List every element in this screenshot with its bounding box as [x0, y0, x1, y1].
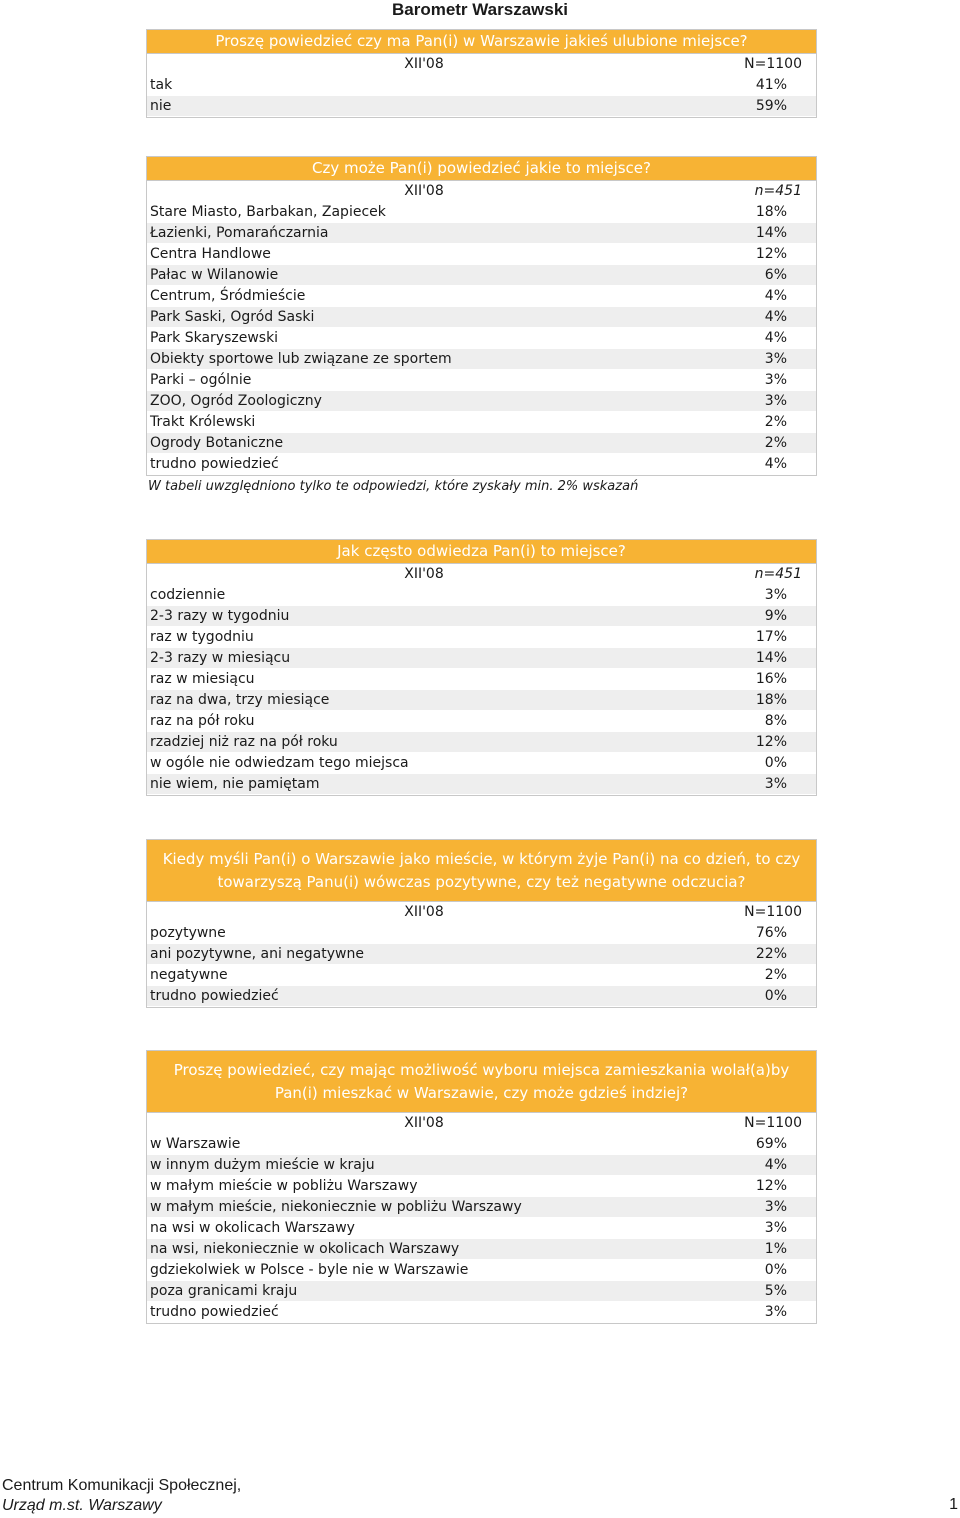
table-row — [147, 370, 816, 391]
table-row — [147, 433, 816, 454]
answer-percent: 14% — [755, 650, 787, 666]
table-row — [147, 606, 816, 627]
table-row — [147, 391, 816, 412]
answer-percent: 14% — [755, 225, 787, 241]
answer-percent: 22% — [755, 946, 787, 962]
answer-label: poza granicami kraju — [150, 1283, 298, 1299]
table-row — [147, 986, 816, 1007]
answer-percent: 4% — [764, 456, 787, 472]
table-row — [147, 1239, 816, 1260]
answer-label: ani pozytywne, ani negatywne — [150, 946, 364, 962]
answer-percent: 2% — [764, 414, 787, 430]
answer-percent: 3% — [764, 776, 787, 792]
table-row — [147, 1302, 816, 1323]
answer-percent: 16% — [755, 671, 787, 687]
column-header-row — [147, 564, 816, 585]
table-row — [147, 412, 816, 433]
answer-percent: 41% — [755, 77, 787, 93]
footer-organization: Centrum Komunikacji Społecznej, — [2, 1477, 242, 1494]
answer-percent: 76% — [755, 925, 787, 941]
answer-percent: 5% — [764, 1283, 787, 1299]
answer-percent: 17% — [755, 629, 787, 645]
answer-percent: 9% — [764, 608, 787, 624]
sample-size: N=1100 — [744, 56, 802, 72]
survey-table — [146, 1050, 817, 1324]
table-row — [147, 307, 816, 328]
sample-size: n=451 — [754, 183, 802, 199]
answer-label: rzadziej niż raz na pół roku — [150, 734, 338, 750]
answer-label: tak — [150, 77, 173, 93]
answer-label: w małym mieście w pobliżu Warszawy — [150, 1178, 418, 1194]
question-header: Kiedy myśli Pan(i) o Warszawie jako mieście, w którym żyje Pan(i) na co dzień, to czy towarzyszą Panu(i) wówczas pozytywne, czy też negatywne odczucia? — [147, 840, 816, 902]
survey-table — [146, 156, 817, 476]
answer-label: w małym mieście, niekoniecznie w pobliżu Warszawy — [150, 1199, 522, 1215]
answer-label: Centrum, Śródmieście — [150, 288, 306, 304]
answer-percent: 2% — [764, 967, 787, 983]
answer-label: negatywne — [150, 967, 228, 983]
table-row — [147, 923, 816, 944]
answer-label: na wsi w okolicach Warszawy — [150, 1220, 355, 1236]
answer-label: na wsi, niekoniecznie w okolicach Warszawy — [150, 1241, 460, 1257]
column-header-row — [147, 1113, 816, 1134]
answer-label: Łazienki, Pomarańczarnia — [150, 225, 329, 241]
table-row — [147, 627, 816, 648]
answer-label: Park Skaryszewski — [150, 330, 279, 346]
question-header: Proszę powiedzieć czy ma Pan(i) w Warszawie jakieś ulubione miejsce? — [147, 30, 816, 54]
table-row — [147, 1281, 816, 1302]
question-header: Jak często odwiedza Pan(i) to miejsce? — [147, 540, 816, 564]
answer-percent: 18% — [755, 204, 787, 220]
table-row — [147, 648, 816, 669]
answer-percent: 3% — [764, 351, 787, 367]
table-row — [147, 965, 816, 986]
answer-percent: 1% — [764, 1241, 787, 1257]
answer-percent: 4% — [764, 330, 787, 346]
footer-office: Urząd m.st. Warszawy — [2, 1497, 162, 1514]
answer-label: Trakt Królewski — [150, 414, 256, 430]
survey-table — [146, 539, 817, 796]
question-header: Proszę powiedzieć, czy mając możliwość wyboru miejsca zamieszkania wolał(a)by Pan(i) mieszkać w Warszawie, czy może gdzieś indziej? — [147, 1051, 816, 1113]
answer-percent: 0% — [764, 755, 787, 771]
table-row — [147, 349, 816, 370]
survey-period: XII'08 — [404, 183, 444, 199]
answer-label: raz na pół roku — [150, 713, 255, 729]
answer-label: w innym dużym mieście w kraju — [150, 1157, 375, 1173]
answer-percent: 0% — [764, 988, 787, 1004]
table-row — [147, 1197, 816, 1218]
table-row — [147, 328, 816, 349]
table-row — [147, 1260, 816, 1281]
table-row — [147, 454, 816, 475]
table-row — [147, 96, 816, 117]
answer-label: Obiekty sportowe lub związane ze sportem — [150, 351, 452, 367]
answer-percent: 6% — [764, 267, 787, 283]
answer-percent: 0% — [764, 1262, 787, 1278]
page-number: 1 — [949, 1496, 958, 1513]
answer-label: nie — [150, 98, 172, 114]
survey-table — [146, 29, 817, 118]
survey-table — [146, 839, 817, 1008]
survey-period: XII'08 — [404, 56, 444, 72]
answer-label: 2-3 razy w tygodniu — [150, 608, 290, 624]
table-row — [147, 1176, 816, 1197]
answer-label: Pałac w Wilanowie — [150, 267, 279, 283]
answer-percent: 3% — [764, 1220, 787, 1236]
answer-percent: 3% — [764, 1304, 787, 1320]
answer-percent: 69% — [755, 1136, 787, 1152]
table-row — [147, 1155, 816, 1176]
answer-percent: 4% — [764, 1157, 787, 1173]
answer-percent: 4% — [764, 309, 787, 325]
table-row — [147, 669, 816, 690]
answer-label: Stare Miasto, Barbakan, Zapiecek — [150, 204, 386, 220]
answer-label: raz w miesiącu — [150, 671, 255, 687]
answer-percent: 3% — [764, 372, 787, 388]
column-header-row — [147, 181, 816, 202]
answer-percent: 59% — [755, 98, 787, 114]
answer-label: w ogóle nie odwiedzam tego miejsca — [150, 755, 409, 771]
answer-percent: 8% — [764, 713, 787, 729]
answer-label: trudno powiedzieć — [150, 1304, 279, 1320]
survey-period: XII'08 — [404, 904, 444, 920]
table-row — [147, 265, 816, 286]
survey-period: XII'08 — [404, 566, 444, 582]
survey-period: XII'08 — [404, 1115, 444, 1131]
answer-percent: 12% — [755, 1178, 787, 1194]
answer-label: w Warszawie — [150, 1136, 241, 1152]
answer-percent: 12% — [755, 246, 787, 262]
answer-percent: 3% — [764, 1199, 787, 1215]
table-row — [147, 690, 816, 711]
sample-size: n=451 — [754, 566, 802, 582]
answer-label: nie wiem, nie pamiętam — [150, 776, 320, 792]
table-row — [147, 223, 816, 244]
answer-percent: 18% — [755, 692, 787, 708]
answer-label: gdziekolwiek w Polsce - byle nie w Warszawie — [150, 1262, 469, 1278]
answer-label: pozytywne — [150, 925, 226, 941]
answer-label: trudno powiedzieć — [150, 456, 279, 472]
answer-label: Ogrody Botaniczne — [150, 435, 284, 451]
question-header: Czy może Pan(i) powiedzieć jakie to miejsce? — [147, 157, 816, 181]
answer-percent: 2% — [764, 435, 787, 451]
table-row — [147, 286, 816, 307]
sample-size: N=1100 — [744, 1115, 802, 1131]
table-row — [147, 774, 816, 795]
answer-label: ZOO, Ogród Zoologiczny — [150, 393, 322, 409]
table-row — [147, 944, 816, 965]
column-header-row — [147, 902, 816, 923]
column-header-row — [147, 54, 816, 75]
table-row — [147, 244, 816, 265]
table-row — [147, 1218, 816, 1239]
sample-size: N=1100 — [744, 904, 802, 920]
answer-label: trudno powiedzieć — [150, 988, 279, 1004]
answer-label: raz w tygodniu — [150, 629, 254, 645]
answer-label: Park Saski, Ogród Saski — [150, 309, 315, 325]
answer-percent: 3% — [764, 587, 787, 603]
answer-label: Centra Handlowe — [150, 246, 271, 262]
answer-label: 2-3 razy w miesiącu — [150, 650, 291, 666]
table-row — [147, 1134, 816, 1155]
answer-label: raz na dwa, trzy miesiące — [150, 692, 330, 708]
answer-percent: 12% — [755, 734, 787, 750]
table-row — [147, 732, 816, 753]
table-row — [147, 585, 816, 606]
table-row — [147, 711, 816, 732]
table-row — [147, 753, 816, 774]
table-row — [147, 202, 816, 223]
answer-percent: 4% — [764, 288, 787, 304]
table-row — [147, 75, 816, 96]
answer-label: Parki – ogólnie — [150, 372, 252, 388]
answer-percent: 3% — [764, 393, 787, 409]
document-title: Barometr Warszawski — [391, 0, 569, 19]
answer-label: codziennie — [150, 587, 226, 603]
table-footnote: W tabeli uwzględniono tylko te odpowiedzi, które zyskały min. 2% wskazań — [148, 479, 639, 494]
